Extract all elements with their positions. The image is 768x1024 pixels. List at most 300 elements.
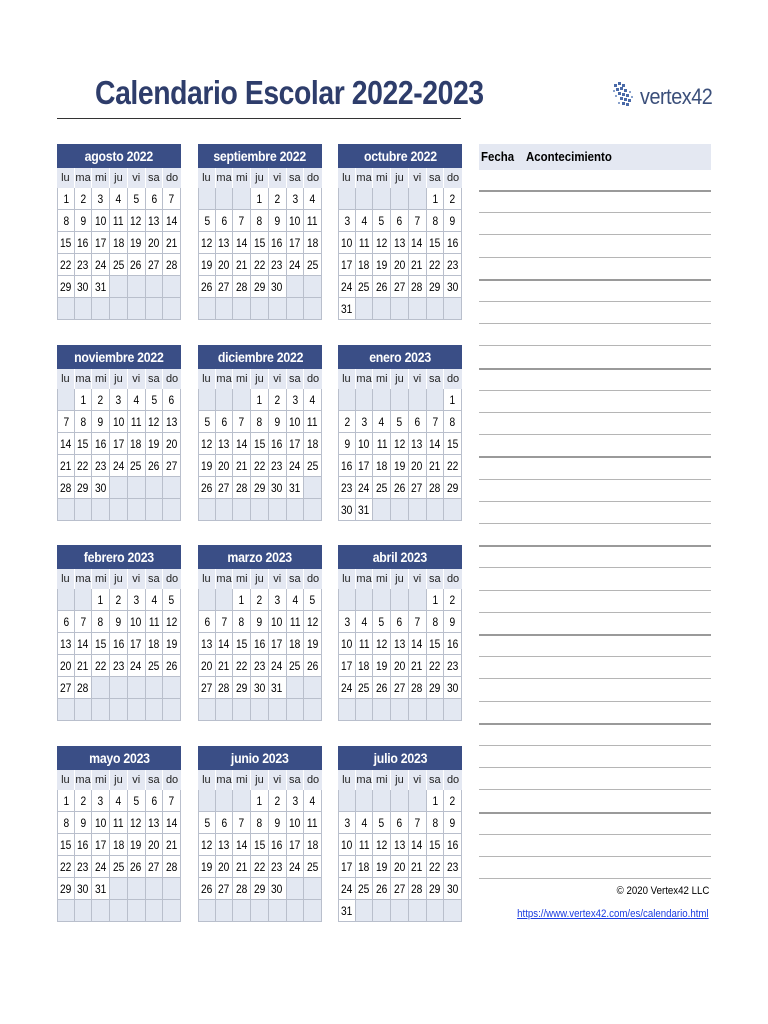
day-cell: 2 [92, 389, 110, 411]
month-days-grid [338, 168, 462, 320]
empty-day-cell [356, 389, 374, 411]
day-cell: 2 [269, 389, 287, 411]
day-cell: 26 [163, 655, 181, 677]
day-cell: 21 [427, 455, 445, 477]
day-cell: 29 [75, 477, 93, 499]
empty-day-cell [57, 900, 75, 922]
event-row-line [479, 834, 711, 835]
day-cell: 2 [75, 790, 93, 812]
day-cell: 6 [391, 611, 409, 633]
empty-day-cell [163, 298, 181, 320]
day-cell: 30 [444, 276, 462, 298]
day-cell: 6 [391, 210, 409, 232]
empty-day-cell [216, 298, 234, 320]
day-cell: 30 [269, 477, 287, 499]
empty-day-cell [163, 276, 181, 298]
day-cell: 6 [391, 812, 409, 834]
day-cell: 6 [146, 188, 164, 210]
day-cell: 9 [75, 812, 93, 834]
weekday-label: ju [391, 168, 409, 188]
day-cell: 22 [75, 455, 93, 477]
day-cell: 19 [198, 455, 216, 477]
empty-day-cell [233, 790, 251, 812]
day-cell: 12 [373, 633, 391, 655]
weekday-label: ju [110, 770, 128, 790]
weekday-label: ju [251, 369, 269, 389]
month-calendar [338, 144, 462, 320]
empty-day-cell [110, 699, 128, 721]
month-title [338, 345, 462, 369]
month-title-text: diciembre 2022 [217, 349, 303, 365]
day-cell: 4 [356, 812, 374, 834]
day-cell: 8 [251, 210, 269, 232]
empty-day-cell [304, 477, 322, 499]
empty-day-cell [128, 699, 146, 721]
empty-day-cell [198, 790, 216, 812]
day-cell: 22 [57, 856, 75, 878]
day-cell: 13 [146, 210, 164, 232]
day-cell: 4 [146, 589, 164, 611]
day-cell: 5 [373, 812, 391, 834]
empty-day-cell [216, 790, 234, 812]
day-cell: 2 [444, 188, 462, 210]
empty-day-cell [409, 499, 427, 521]
empty-day-cell [233, 900, 251, 922]
day-cell: 5 [128, 188, 146, 210]
weekday-label: ju [110, 168, 128, 188]
empty-day-cell [92, 900, 110, 922]
day-cell: 28 [233, 878, 251, 900]
day-cell: 16 [75, 834, 93, 856]
day-cell: 7 [163, 790, 181, 812]
day-cell: 13 [216, 834, 234, 856]
day-cell: 14 [233, 433, 251, 455]
empty-day-cell [128, 477, 146, 499]
month-title-text: marzo 2023 [227, 549, 293, 565]
weekday-label: sa [146, 168, 164, 188]
day-cell: 6 [216, 812, 234, 834]
day-cell: 16 [110, 633, 128, 655]
day-cell: 8 [251, 812, 269, 834]
weekday-label: ju [391, 569, 409, 589]
month-calendar [338, 545, 462, 721]
day-cell: 30 [444, 677, 462, 699]
event-row-line [479, 190, 711, 192]
empty-day-cell [427, 298, 445, 320]
day-cell: 5 [198, 411, 216, 433]
vertex42-link[interactable]: https://www.vertex42.com/es/calendario.html [517, 908, 709, 920]
empty-day-cell [251, 499, 269, 521]
month-title [198, 345, 322, 369]
empty-day-cell [338, 790, 356, 812]
empty-day-cell [216, 699, 234, 721]
empty-day-cell [304, 276, 322, 298]
day-cell: 16 [75, 232, 93, 254]
empty-day-cell [251, 699, 269, 721]
day-cell: 26 [128, 856, 146, 878]
day-cell: 15 [427, 633, 445, 655]
empty-day-cell [198, 900, 216, 922]
month-days-grid [338, 369, 462, 521]
day-cell: 8 [57, 210, 75, 232]
day-cell: 17 [338, 655, 356, 677]
weekday-label: sa [287, 770, 305, 790]
event-row-line [479, 501, 711, 502]
day-cell: 9 [338, 433, 356, 455]
day-cell: 7 [163, 188, 181, 210]
empty-day-cell [146, 499, 164, 521]
day-cell: 24 [110, 455, 128, 477]
empty-day-cell [444, 499, 462, 521]
day-cell: 31 [338, 900, 356, 922]
weekday-label: ma [356, 168, 374, 188]
weekday-label: vi [269, 770, 287, 790]
day-cell: 14 [233, 834, 251, 856]
month-days-grid [198, 770, 322, 922]
month-title [57, 746, 181, 770]
day-cell: 4 [304, 389, 322, 411]
day-cell: 13 [409, 433, 427, 455]
day-cell: 15 [75, 433, 93, 455]
day-cell: 9 [269, 812, 287, 834]
empty-day-cell [338, 188, 356, 210]
day-cell: 3 [287, 389, 305, 411]
day-cell: 18 [287, 633, 305, 655]
day-cell: 23 [92, 455, 110, 477]
day-cell: 18 [146, 633, 164, 655]
empty-day-cell [251, 298, 269, 320]
empty-day-cell [251, 900, 269, 922]
day-cell: 20 [163, 433, 181, 455]
day-cell: 27 [146, 856, 164, 878]
empty-day-cell [216, 499, 234, 521]
empty-day-cell [391, 389, 409, 411]
day-cell: 15 [251, 433, 269, 455]
day-cell: 1 [233, 589, 251, 611]
day-cell: 11 [356, 834, 374, 856]
day-cell: 29 [251, 276, 269, 298]
weekday-label: vi [409, 569, 427, 589]
day-cell: 18 [304, 232, 322, 254]
day-cell: 22 [444, 455, 462, 477]
day-cell: 17 [92, 834, 110, 856]
day-cell: 20 [409, 455, 427, 477]
day-cell: 9 [251, 611, 269, 633]
day-cell: 6 [198, 611, 216, 633]
event-row-line [479, 257, 711, 258]
day-cell: 24 [338, 276, 356, 298]
day-cell: 18 [304, 834, 322, 856]
empty-day-cell [128, 499, 146, 521]
day-cell: 29 [427, 878, 445, 900]
empty-day-cell [391, 900, 409, 922]
day-cell: 8 [427, 210, 445, 232]
day-cell: 7 [216, 611, 234, 633]
day-cell: 10 [338, 232, 356, 254]
day-cell: 26 [128, 254, 146, 276]
empty-day-cell [427, 900, 445, 922]
day-cell: 26 [146, 455, 164, 477]
day-cell: 19 [198, 254, 216, 276]
day-cell: 7 [233, 210, 251, 232]
day-cell: 13 [391, 232, 409, 254]
day-cell: 2 [75, 188, 93, 210]
day-cell: 6 [57, 611, 75, 633]
day-cell: 25 [110, 856, 128, 878]
month-calendar [198, 545, 322, 721]
day-cell: 10 [110, 411, 128, 433]
day-cell: 21 [163, 232, 181, 254]
month-days-grid [198, 569, 322, 721]
day-cell: 30 [269, 878, 287, 900]
empty-day-cell [92, 677, 110, 699]
day-cell: 17 [269, 633, 287, 655]
day-cell: 16 [269, 433, 287, 455]
day-cell: 7 [409, 210, 427, 232]
weekday-label: ma [216, 569, 234, 589]
month-title-text: mayo 2023 [88, 750, 150, 766]
weekday-label: lu [198, 369, 216, 389]
month-title-text: agosto 2022 [84, 148, 154, 164]
empty-day-cell [110, 298, 128, 320]
month-calendar [57, 144, 181, 320]
day-cell: 1 [251, 188, 269, 210]
day-cell: 29 [233, 677, 251, 699]
day-cell: 25 [356, 677, 374, 699]
weekday-label: ma [216, 770, 234, 790]
day-cell: 14 [57, 433, 75, 455]
day-cell: 27 [216, 878, 234, 900]
weekday-label: vi [409, 168, 427, 188]
day-cell: 22 [251, 254, 269, 276]
month-title-text: abril 2023 [372, 549, 428, 565]
day-cell: 18 [110, 834, 128, 856]
empty-day-cell [198, 699, 216, 721]
weekday-label: vi [128, 369, 146, 389]
month-days-grid [198, 369, 322, 521]
event-row-line [479, 745, 711, 746]
day-cell: 6 [146, 790, 164, 812]
empty-day-cell [356, 699, 374, 721]
day-cell: 16 [444, 633, 462, 655]
empty-day-cell [128, 677, 146, 699]
empty-day-cell [198, 499, 216, 521]
empty-day-cell [75, 499, 93, 521]
empty-day-cell [269, 298, 287, 320]
weekday-label: do [304, 569, 322, 589]
empty-day-cell [163, 677, 181, 699]
event-row-line [479, 456, 711, 458]
empty-day-cell [287, 900, 305, 922]
weekday-label: do [444, 569, 462, 589]
empty-day-cell [146, 276, 164, 298]
day-cell: 3 [287, 188, 305, 210]
day-cell: 7 [75, 611, 93, 633]
day-cell: 15 [251, 834, 269, 856]
month-days-grid [57, 168, 181, 320]
empty-day-cell [356, 900, 374, 922]
day-cell: 13 [391, 633, 409, 655]
day-cell: 3 [110, 389, 128, 411]
day-cell: 17 [128, 633, 146, 655]
day-cell: 27 [391, 878, 409, 900]
day-cell: 25 [287, 655, 305, 677]
day-cell: 20 [216, 254, 234, 276]
empty-day-cell [391, 589, 409, 611]
weekday-label: lu [57, 168, 75, 188]
day-cell: 15 [233, 633, 251, 655]
event-row-line [479, 523, 711, 524]
weekday-label: mi [92, 369, 110, 389]
day-cell: 30 [75, 878, 93, 900]
empty-day-cell [75, 900, 93, 922]
month-calendar [57, 545, 181, 721]
weekday-label: lu [198, 168, 216, 188]
weekday-label: vi [269, 369, 287, 389]
day-cell: 23 [444, 254, 462, 276]
weekday-label: ju [391, 770, 409, 790]
day-cell: 26 [373, 677, 391, 699]
weekday-label: ma [75, 770, 93, 790]
event-row-line [479, 323, 711, 324]
weekday-label: sa [427, 369, 445, 389]
month-days-grid [198, 168, 322, 320]
empty-day-cell [356, 790, 374, 812]
weekday-label: ju [251, 168, 269, 188]
empty-day-cell [57, 589, 75, 611]
day-cell: 24 [92, 254, 110, 276]
day-cell: 4 [304, 790, 322, 812]
day-cell: 18 [356, 254, 374, 276]
day-cell: 30 [251, 677, 269, 699]
weekday-label: mi [92, 168, 110, 188]
empty-day-cell [57, 699, 75, 721]
empty-day-cell [373, 699, 391, 721]
day-cell: 24 [287, 254, 305, 276]
day-cell: 20 [216, 455, 234, 477]
empty-day-cell [92, 499, 110, 521]
day-cell: 5 [373, 210, 391, 232]
day-cell: 14 [75, 633, 93, 655]
day-cell: 18 [356, 856, 374, 878]
empty-day-cell [356, 298, 374, 320]
day-cell: 1 [251, 790, 269, 812]
month-days-grid [57, 569, 181, 721]
empty-day-cell [110, 499, 128, 521]
empty-day-cell [233, 298, 251, 320]
empty-day-cell [409, 589, 427, 611]
empty-day-cell [146, 298, 164, 320]
day-cell: 28 [409, 677, 427, 699]
empty-day-cell [110, 900, 128, 922]
day-cell: 20 [391, 655, 409, 677]
day-cell: 20 [391, 856, 409, 878]
day-cell: 16 [269, 232, 287, 254]
day-cell: 29 [57, 276, 75, 298]
day-cell: 9 [92, 411, 110, 433]
day-cell: 13 [216, 232, 234, 254]
empty-day-cell [198, 389, 216, 411]
day-cell: 10 [287, 210, 305, 232]
event-row-line [479, 279, 711, 281]
event-row-line [479, 567, 711, 568]
day-cell: 4 [356, 210, 374, 232]
day-cell: 2 [269, 188, 287, 210]
empty-day-cell [427, 499, 445, 521]
day-cell: 3 [92, 790, 110, 812]
event-row-line [479, 856, 711, 857]
empty-day-cell [373, 499, 391, 521]
empty-day-cell [373, 589, 391, 611]
empty-day-cell [163, 499, 181, 521]
weekday-label: ma [356, 770, 374, 790]
day-cell: 20 [198, 655, 216, 677]
day-cell: 25 [304, 455, 322, 477]
empty-day-cell [57, 499, 75, 521]
day-cell: 27 [391, 677, 409, 699]
weekday-label: lu [57, 770, 75, 790]
month-title [57, 345, 181, 369]
day-cell: 24 [287, 455, 305, 477]
month-title-text: junio 2023 [231, 750, 289, 766]
event-row-line [479, 479, 711, 480]
empty-day-cell [198, 298, 216, 320]
day-cell: 20 [146, 834, 164, 856]
empty-day-cell [128, 298, 146, 320]
day-cell: 10 [338, 834, 356, 856]
day-cell: 11 [110, 210, 128, 232]
weekday-label: do [444, 770, 462, 790]
day-cell: 3 [338, 812, 356, 834]
day-cell: 23 [269, 455, 287, 477]
day-cell: 26 [198, 477, 216, 499]
empty-day-cell [356, 589, 374, 611]
weekday-label: ju [391, 369, 409, 389]
day-cell: 20 [57, 655, 75, 677]
day-cell: 5 [373, 611, 391, 633]
weekday-label: ju [110, 569, 128, 589]
empty-day-cell [373, 188, 391, 210]
day-cell: 1 [427, 790, 445, 812]
day-cell: 22 [251, 455, 269, 477]
day-cell: 29 [427, 677, 445, 699]
month-title-text: enero 2023 [369, 349, 431, 365]
day-cell: 27 [198, 677, 216, 699]
day-cell: 16 [92, 433, 110, 455]
day-cell: 12 [198, 433, 216, 455]
weekday-label: do [163, 369, 181, 389]
event-row-line [479, 234, 711, 235]
weekday-label: ju [251, 569, 269, 589]
day-cell: 9 [75, 210, 93, 232]
month-calendar [198, 746, 322, 922]
day-cell: 29 [251, 477, 269, 499]
day-cell: 25 [128, 455, 146, 477]
day-cell: 5 [198, 210, 216, 232]
weekday-label: lu [57, 569, 75, 589]
day-cell: 14 [163, 210, 181, 232]
weekday-label: vi [128, 168, 146, 188]
weekday-label: mi [233, 770, 251, 790]
weekday-label: do [163, 770, 181, 790]
day-cell: 5 [163, 589, 181, 611]
month-title-text: octubre 2022 [363, 148, 437, 164]
weekday-label: sa [427, 569, 445, 589]
day-cell: 24 [338, 878, 356, 900]
day-cell: 2 [338, 411, 356, 433]
empty-day-cell [110, 878, 128, 900]
day-cell: 21 [163, 834, 181, 856]
